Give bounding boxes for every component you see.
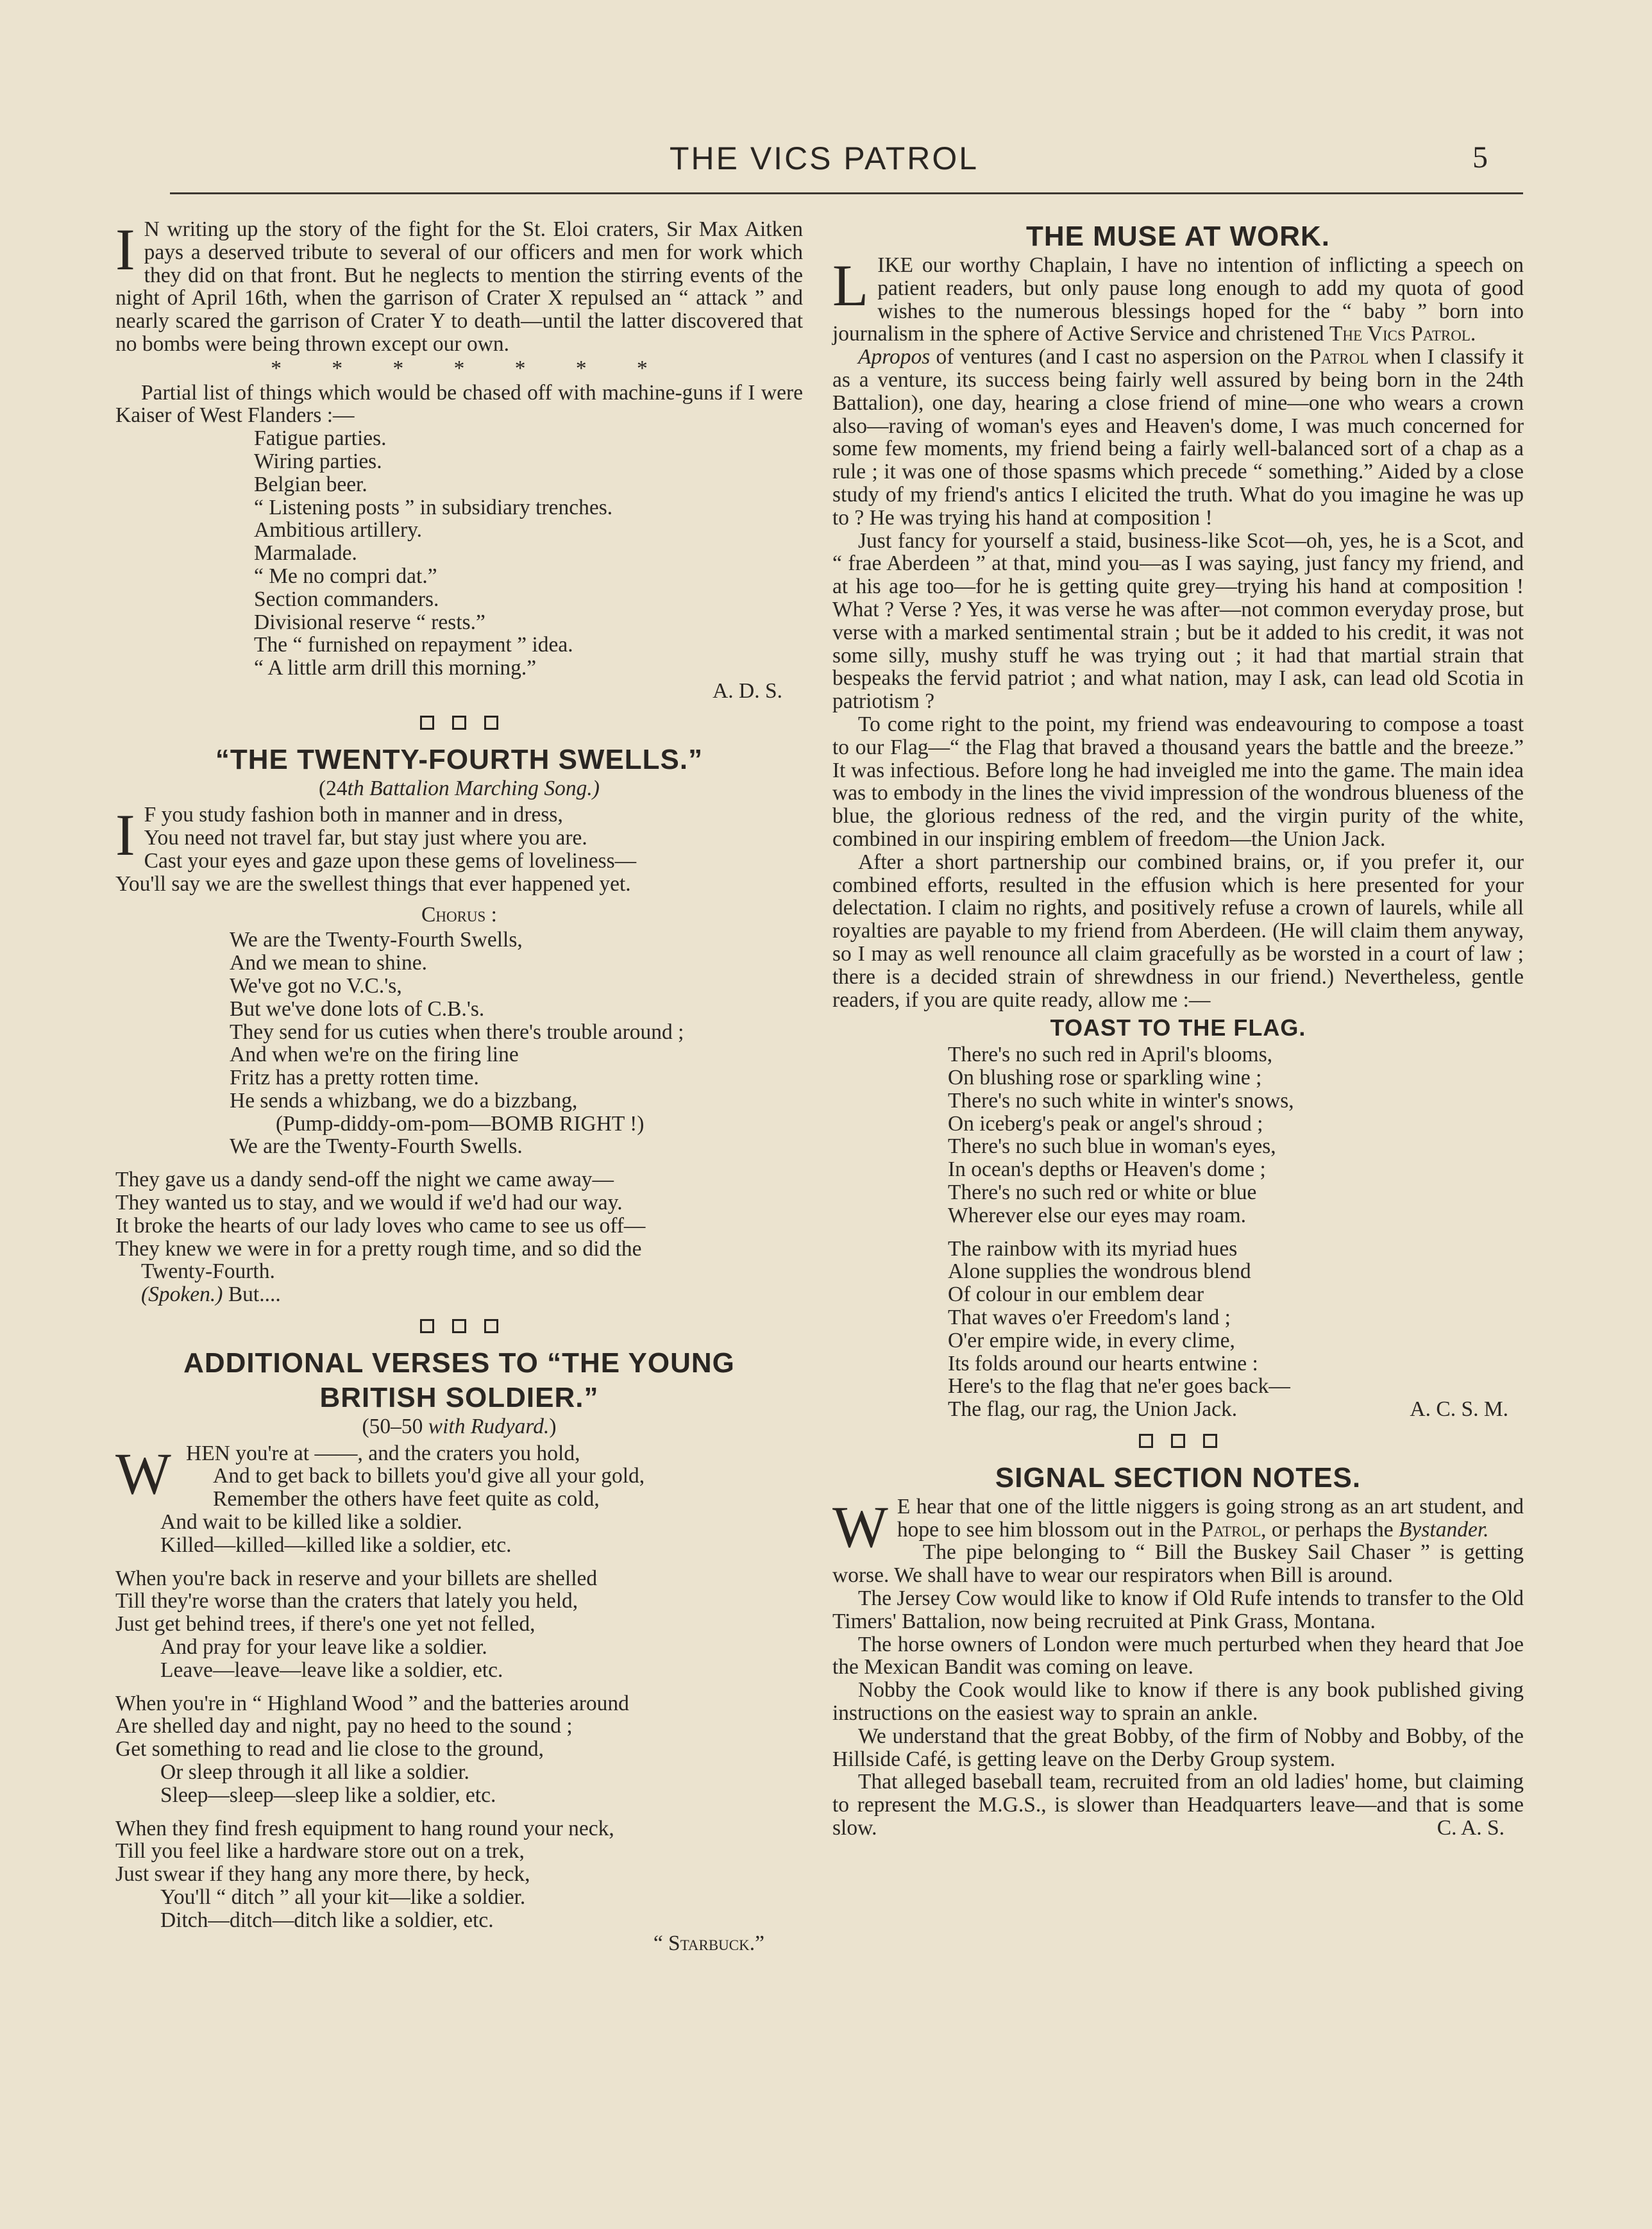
- section-title: ADDITIONAL VERSES TO “THE YOUNG BRITISH SOLDIER.”: [183, 1347, 735, 1413]
- poem-line: Alone supplies the wondrous blend: [948, 1259, 1251, 1284]
- verse-4: [115, 1816, 803, 1932]
- poem-line: And when we're on the firing line: [230, 1043, 519, 1067]
- signature: A. D. S.: [712, 678, 782, 703]
- poem-line: You need not travel far, but stay just where you are.: [144, 826, 587, 850]
- poem-line: Till they're worse than the craters that lately you held,: [115, 1589, 578, 1613]
- list-item: “ Me no compri dat.”: [254, 564, 437, 588]
- poem-line: They knew we were in for a pretty rough time, and so did the: [115, 1236, 642, 1261]
- divider-box-icon: [420, 716, 434, 730]
- article-paragraph: That alleged baseball team, recruited from an old ladies' home, but claiming to represent the M.G.S., is slower than Headquarters leave—and that is some slow. C. A. S.: [832, 1770, 1524, 1840]
- divider-box-icon: [1139, 1434, 1153, 1448]
- list-item: Section commanders.: [254, 587, 439, 611]
- list-item: Ambitious artillery.: [254, 518, 423, 543]
- poem-line: Twenty-Fourth.: [141, 1259, 275, 1284]
- poem-line: Cast your eyes and gaze upon these gems of loveliness—: [144, 848, 637, 873]
- article-paragraph: We understand that the great Bobby, of the firm of Nobby and Bobby, of the Hillside Café, is getting leave on the Derby Group system.: [832, 1724, 1524, 1771]
- signature: A. C. S. M.: [1410, 1397, 1508, 1422]
- article-paragraph: Nobby the Cook would like to know if there is any book published giving instructions on the easiest way to sprain an ankle.: [832, 1678, 1524, 1726]
- chorus: [230, 929, 803, 1158]
- section-title: SIGNAL SECTION NOTES.: [995, 1461, 1361, 1493]
- poem-line: It broke the hearts of our lady loves who came to see us off—: [115, 1213, 646, 1238]
- poem-line: He sends a whizbang, we do a bizzbang,: [230, 1088, 578, 1113]
- drop-cap: I: [115, 217, 135, 282]
- drop-cap: I: [115, 802, 135, 868]
- section-divider: [115, 1315, 803, 1338]
- poem-line: The flag, our rag, the Union Jack. A. C. S. M.: [948, 1397, 1508, 1422]
- poem-line: And to get back to billets you'd give all your gold,: [213, 1464, 645, 1488]
- poem-line: There's no such red or white or blue: [948, 1181, 1257, 1205]
- poem-stanza-2: [948, 1238, 1524, 1421]
- spoken-line: (Spoken.) But....: [141, 1283, 281, 1307]
- drop-cap: L: [832, 253, 869, 318]
- signature: C. A. S.: [1437, 1816, 1504, 1840]
- song-intro: [115, 803, 803, 895]
- section-title: THE MUSE AT WORK.: [1025, 221, 1331, 252]
- article-paragraph: The pipe belonging to “ Bill the Buskey Sail Chaser ” is getting worse. We shall have to wear our respirators when Bill is around.: [832, 1540, 1524, 1588]
- intro-paragraph: I N writing up the story of the fight for the St. Eloi craters, Sir Max Aitken pays a deserved tribute to several of our officers and men for work which they did on that front. But he neglects to mention the stirring events of the night of April 16th, when the garrison of Crater X repulsed an “ attack ” and nearly scared the garrison of Crater Y to death—until the latter discovered that no bombs were being thrown except our own.: [115, 217, 803, 356]
- poem-line: They send for us cuties when there's trouble around ;: [230, 1020, 684, 1044]
- article-paragraph: LIKE our worthy Chaplain, I have no intention of inflicting a speech on patient readers, but only pause long enough to add my quota of good wishes to the numerous blessings hoped for the “ baby ” born into journalism in the sphere of Active Service and christened The Vics Patrol.: [832, 253, 1524, 346]
- article-paragraph: Just fancy for yourself a staid, business-like Scot—oh, yes, he is a Scot, and “ frae Aberdeen ” at that, mind you—as I was saying, just fancy my friend, and at his age too—for he is getting quite grey—trying his hand at composition ! What ? Verse ? Yes, it was verse he was after—not common everyday prose, but verse with a marked sentimental strain ; but be it added to his credit, it was not some silly, mushy stuff he was trying out ; it had that martial strain that bespeaks the fervid patriot ; and what nation, may I ask, can lead old Scotia in patriotism ?: [832, 528, 1524, 714]
- poem-line: The rainbow with its myriad hues: [948, 1236, 1238, 1261]
- poem-line: When you're back in reserve and your billets are shelled: [115, 1566, 598, 1590]
- article-paragraph: After a short partnership our combined brains, or, if you prefer it, our combined efforts, resulted in the effusion which is here presented for your delectation. I claim no rights, and positively refuse a crown of laurels, while all royalties are payable to my friend from Aberdeen. (He will claim them anyway, so I may as well renounce all claim gracefully as be worsted in a court of law ; there is a decided strain of shrewdness in our friend.) Nevertheless, gentle readers, if you are quite ready, allow me :—: [832, 850, 1524, 1012]
- poem-line: There's no such white in winter's snows,: [948, 1088, 1294, 1113]
- poem-line: There's no such red in April's blooms,: [948, 1043, 1273, 1067]
- poem-line: F you study fashion both in manner and in dress,: [144, 803, 563, 827]
- article-paragraph: Apropos of ventures (and I cast no aspersion on the Patrol when I classify it as a venture, its success being fairly well assured by being born in the 24th Battalion), one day, hearing a close friend of mine—one who wears a crown also—raving of woman's eyes and Heaven's dome, I was much concerned for some few moments, my friend being a fairly well-balanced sort of a chap as a rule ; it was one of those spasms which precede “ something.” Aided by a close study of my friend's antics I elicited the truth. What do you imagine he was up to ? He was trying his hand at composition !: [832, 345, 1524, 530]
- divider-box-icon: [1203, 1434, 1217, 1448]
- poem-line: Fritz has a pretty rotten time.: [230, 1066, 479, 1090]
- poem-line: In ocean's depths or Heaven's dome ;: [948, 1157, 1266, 1182]
- divider-box-icon: [1171, 1434, 1185, 1448]
- poem-line: Of colour in our emblem dear: [948, 1283, 1204, 1307]
- verse-2: [115, 1566, 803, 1682]
- poem-line: On iceberg's peak or angel's shroud ;: [948, 1111, 1263, 1136]
- poem-line: When you're in “ Highland Wood ” and the batteries around: [115, 1691, 629, 1715]
- poem-line: Sleep—sleep—sleep like a soldier, etc.: [160, 1783, 496, 1807]
- poem-line: That waves o'er Freedom's land ;: [948, 1306, 1231, 1330]
- newspaper-title: THE VICS PATROL: [669, 140, 979, 176]
- chase-list: [254, 427, 803, 680]
- list-item: Fatigue parties.: [254, 426, 387, 451]
- section-subtitle: (50–50 with Rudyard.): [362, 1414, 557, 1438]
- signature: “ Starbuck.”: [653, 1931, 764, 1955]
- poem-stanza-1: [948, 1043, 1524, 1227]
- poem-line: Just swear if they hang any more there, by heck,: [115, 1862, 530, 1887]
- poem-line: We've got no V.C.'s,: [230, 973, 402, 998]
- left-column: [115, 218, 803, 1955]
- poem-line: They wanted us to stay, and we would if we'd had our way.: [115, 1191, 623, 1215]
- poem-line: Remember the others have feet quite as cold,: [213, 1487, 600, 1511]
- right-column: [832, 218, 1524, 1840]
- divider-box-icon: [452, 716, 466, 730]
- list-item: Divisional reserve “ rests.”: [254, 610, 485, 634]
- poem-line: And pray for your leave like a soldier.: [160, 1635, 487, 1660]
- poem-line: On blushing rose or sparkling wine ;: [948, 1066, 1262, 1090]
- chorus-label: Chorus :: [421, 902, 497, 927]
- poem-line: HEN you're at ——, and the craters you hold,: [186, 1441, 580, 1465]
- poem-line: Till you feel like a hardware store out on a trek,: [115, 1839, 525, 1863]
- poem-line: You'll say we are the swellest things that ever happened yet.: [115, 871, 631, 896]
- poem-line: O'er empire wide, in every clime,: [948, 1328, 1235, 1352]
- section-subtitle: (24th Battalion Marching Song.): [319, 776, 600, 800]
- list-item: Belgian beer.: [254, 472, 367, 496]
- section-divider: [115, 712, 803, 735]
- poem-line: We are the Twenty-Fourth Swells,: [230, 928, 523, 952]
- poem-line: Are shelled day and night, pay no heed to the sound ;: [115, 1714, 573, 1738]
- list-item: The “ furnished on repayment ” idea.: [254, 633, 573, 657]
- poem-line: Ditch—ditch—ditch like a soldier, etc.: [160, 1908, 494, 1932]
- article-paragraph: The Jersey Cow would like to know if Old Rufe intends to transfer to the Old Timers' Battalion, now being recruited at Pink Grass, Montana.: [832, 1586, 1524, 1633]
- page-number: 5: [1472, 140, 1488, 174]
- section-title: “THE TWENTY-FOURTH SWELLS.”: [215, 743, 704, 775]
- poem-line: We are the Twenty-Fourth Swells.: [230, 1134, 523, 1159]
- divider-box-icon: [452, 1319, 466, 1333]
- poem-line: Leave—leave—leave like a soldier, etc.: [160, 1658, 503, 1682]
- poem-line: When they find fresh equipment to hang round your neck,: [115, 1816, 614, 1840]
- divider-box-icon: [420, 1319, 434, 1333]
- poem-line: Just get behind trees, if there's one yet not felled,: [115, 1612, 535, 1636]
- poem-line: Here's to the flag that ne'er goes back—: [948, 1374, 1290, 1399]
- page-header: [128, 135, 1520, 192]
- drop-cap: W: [115, 1440, 171, 1506]
- drop-cap: W: [832, 1493, 888, 1560]
- song-outro: [115, 1168, 803, 1306]
- verse-3: [115, 1691, 803, 1807]
- list-item: “ Listening posts ” in subsidiary trenches.: [254, 495, 613, 519]
- poem-line: Killed—killed—killed like a soldier, etc.: [160, 1533, 512, 1557]
- list-item: Wiring parties.: [254, 449, 382, 473]
- poem-line: And we mean to shine.: [230, 951, 427, 975]
- poem-line: And wait to be killed like a soldier.: [160, 1510, 462, 1535]
- article-paragraph: W E hear that one of the little niggers is going strong as an art student, and hope to see him blossom out in the Patrol, or perhaps the Bystander.: [832, 1493, 1524, 1560]
- verse-1: [115, 1440, 803, 1557]
- section-divider: [832, 1430, 1524, 1453]
- article-paragraph: The horse owners of London were much perturbed when they heard that Joe the Mexican Bandit was coming on leave.: [832, 1632, 1524, 1679]
- poem-line: But we've done lots of C.B.'s.: [230, 997, 485, 1021]
- divider-box-icon: [484, 716, 498, 730]
- poem-line: There's no such blue in woman's eyes,: [948, 1134, 1276, 1159]
- poem-line: Wherever else our eyes may roam.: [948, 1203, 1247, 1227]
- header-rule: [170, 192, 1523, 194]
- poem-line: (Pump-diddy-om-pom—BOMB RIGHT !): [276, 1111, 645, 1136]
- poem-line: Its folds around our hearts entwine :: [948, 1351, 1258, 1375]
- poem-line: Or sleep through it all like a soldier.: [160, 1760, 469, 1785]
- poem-line: You'll “ ditch ” all your kit—like a soldier.: [160, 1885, 526, 1909]
- list-item: Marmalade.: [254, 541, 357, 566]
- poem-line: They gave us a dandy send-off the night we came away—: [115, 1168, 614, 1192]
- list-item: “ A little arm drill this morning.”: [254, 656, 537, 680]
- poem-line: Get something to read and lie close to the ground,: [115, 1737, 544, 1762]
- list-intro: Partial list of things which would be chased off with machine-guns if I were Kaiser of West Flanders :—: [115, 380, 803, 428]
- section-stars: * * * * * * *: [271, 356, 648, 380]
- article-paragraph: To come right to the point, my friend was endeavouring to compose a toast to our Flag—“ the Flag that braved a thousand years the battle and the breeze.” It was infectious. Before long he had inveigled me into the game. The main idea was to embody in the lines the vivid impression of the wondrous blueness of the blue, the glorious redness of the red, and the virgin purity of the white, combined in our inspiring emblem of freedom—the Union Jack.: [832, 712, 1524, 851]
- poem-title: TOAST TO THE FLAG.: [1050, 1014, 1306, 1041]
- divider-box-icon: [484, 1319, 498, 1333]
